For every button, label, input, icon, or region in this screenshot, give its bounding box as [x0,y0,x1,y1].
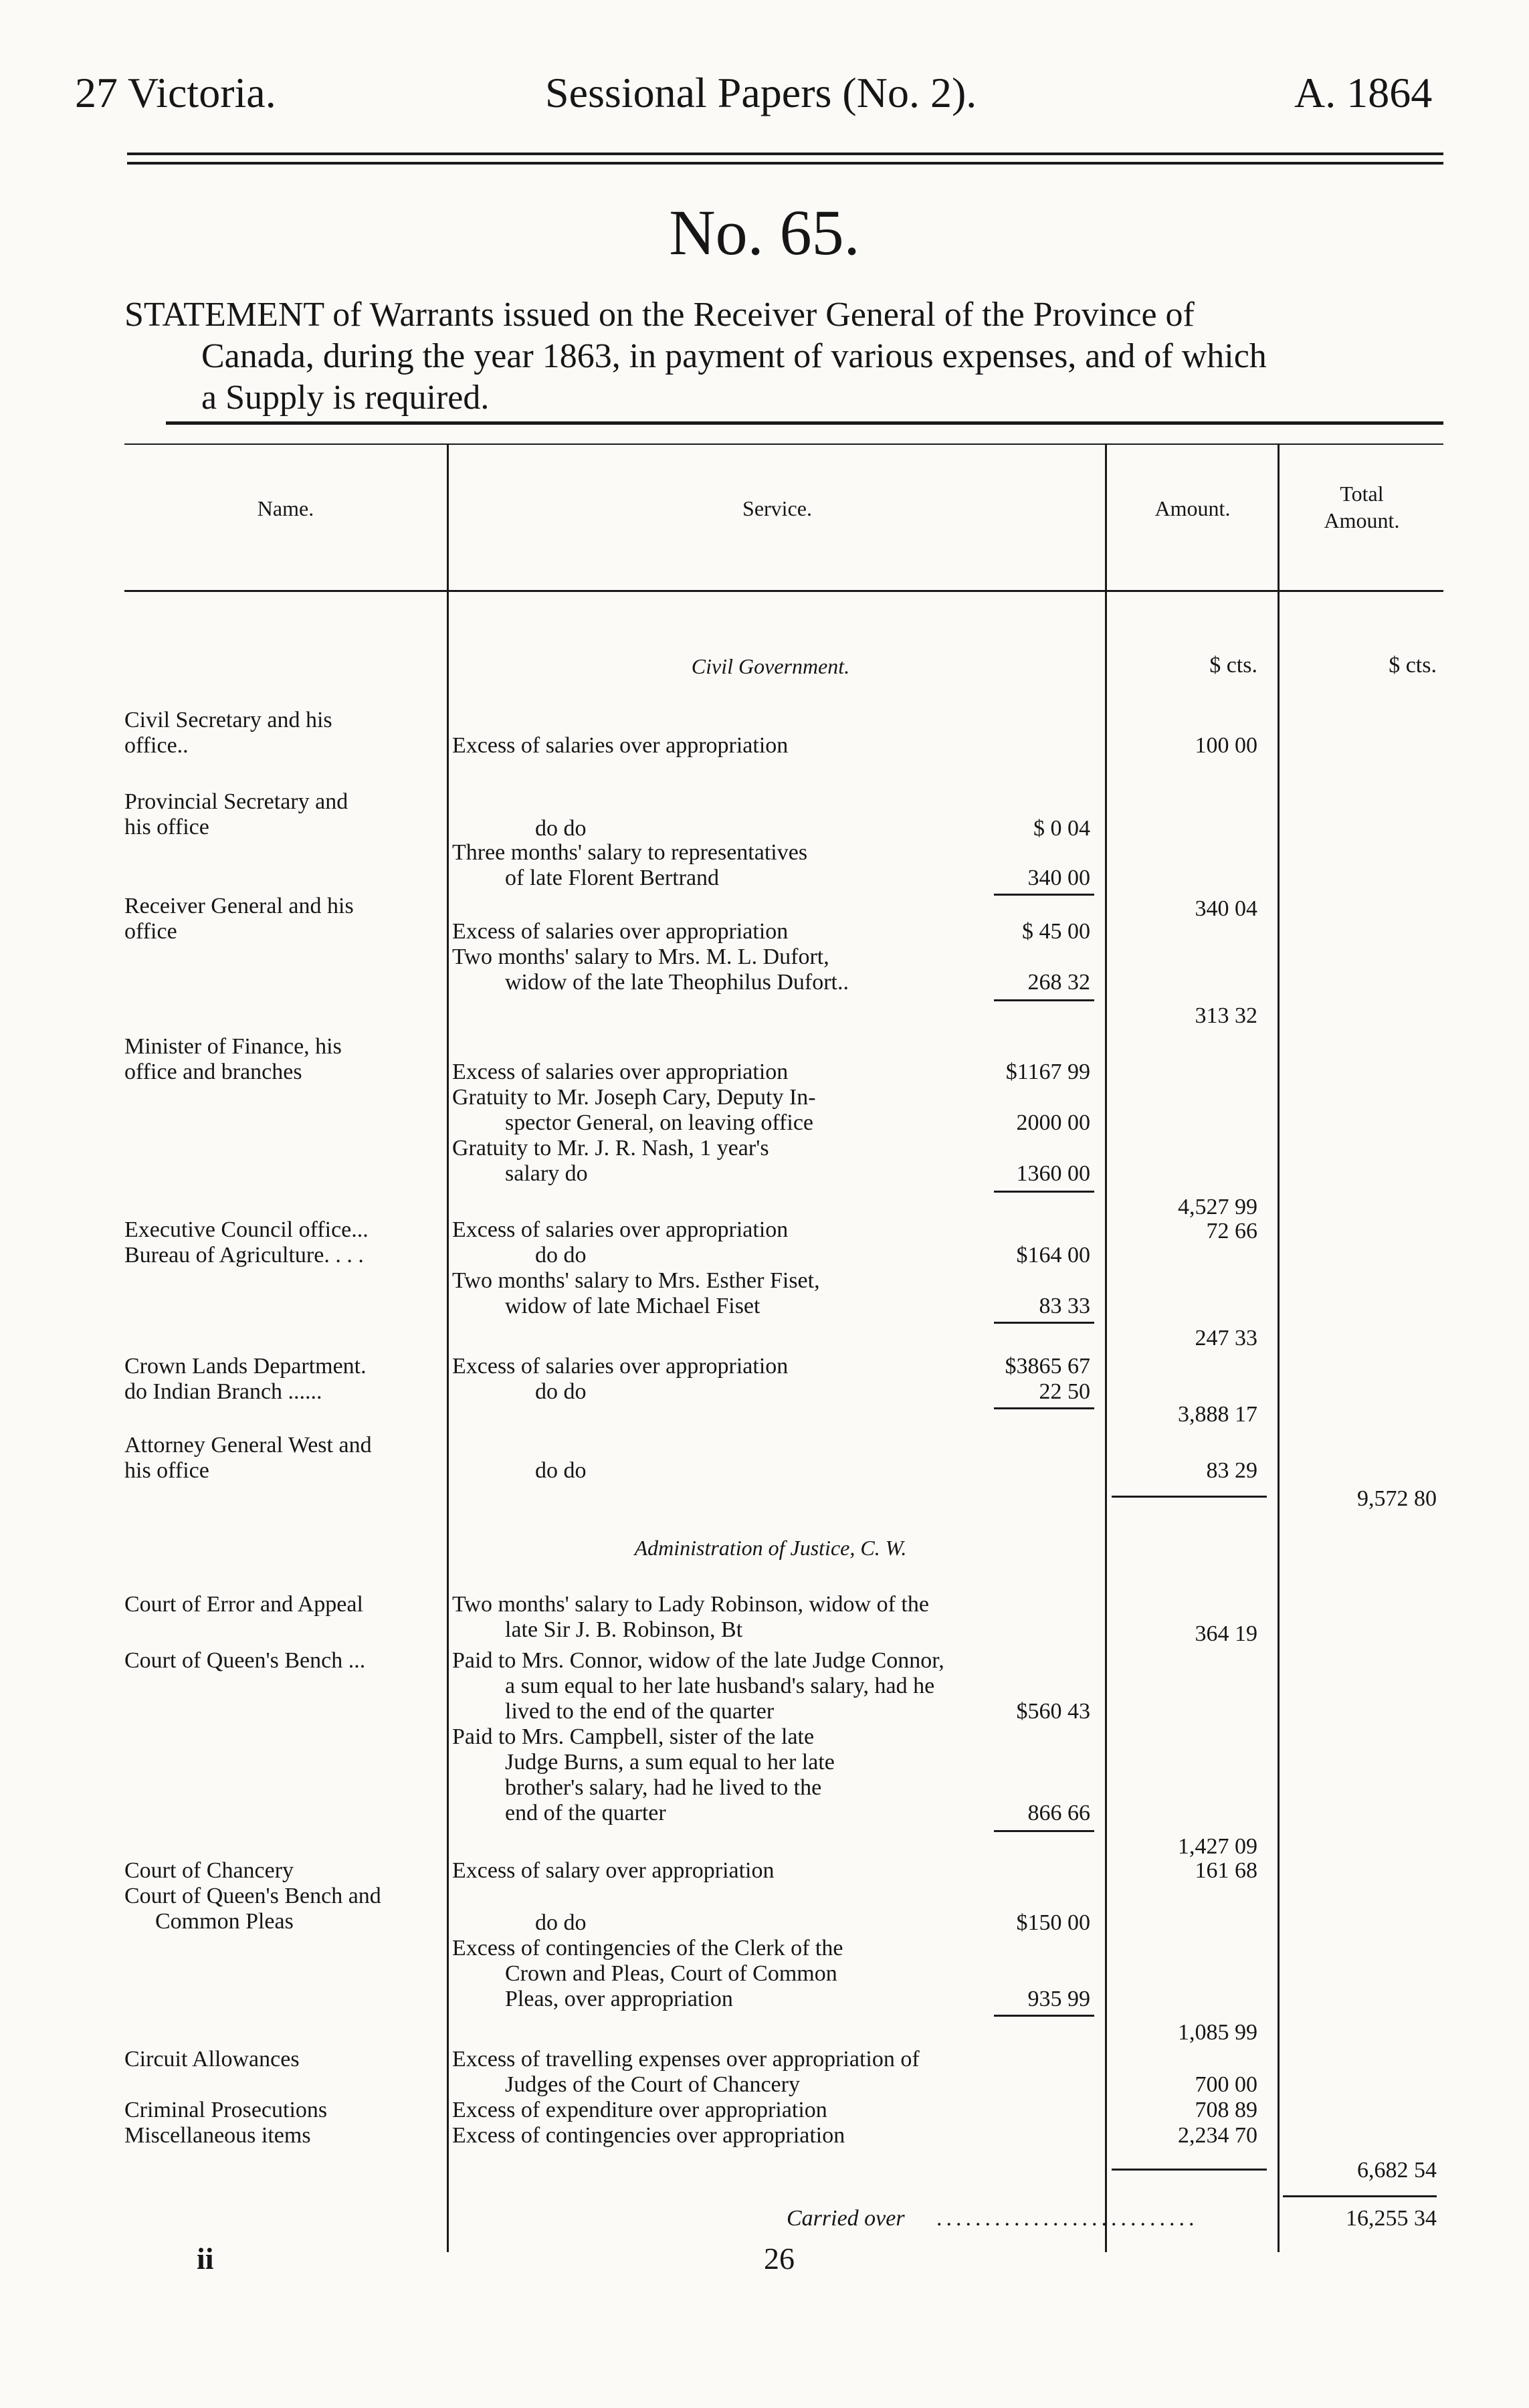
amount-rule-civil [1112,1496,1267,1498]
service-common-pleas-2-cont1: Crown and Pleas, Court of Common [505,1961,837,1986]
header-rule-bottom [127,162,1443,165]
service-receiver-2: Two months' salary to Mrs. M. L. Dufort, [452,944,829,969]
running-header-left: 27 Victoria. [75,69,276,116]
service-queens-bench-1-cont2: lived to the end of the quarter [505,1699,775,1724]
subamount-indian-branch: 22 50 [1039,1379,1090,1404]
page-number: 26 [764,2241,795,2276]
name-minister-finance-cont: office and branches [124,1060,302,1084]
amount-provincial-secretary: 340 04 [1195,896,1257,921]
column-header-total-line1: Total [1340,482,1384,506]
service-queens-bench-1: Paid to Mrs. Connor, widow of the late Judge Connor, [452,1648,944,1673]
name-court-queens-bench: Court of Queen's Bench ... [124,1648,366,1673]
amount-civil-secretary: 100 00 [1195,733,1257,758]
subamount-receiver-1: $ 45 00 [1022,919,1090,944]
subtotal-rule-agriculture [994,1322,1094,1324]
name-court-chancery: Court of Chancery [124,1858,294,1883]
subamount-agriculture-2: 83 33 [1039,1294,1090,1318]
amount-circuit-allowances: 700 00 [1195,2072,1257,2097]
subtotal-rule-provincial [994,894,1094,896]
header-bottom-rule [124,590,1443,592]
service-agriculture-2: Two months' salary to Mrs. Esther Fiset, [452,1268,820,1293]
name-attorney-general: Attorney General West and [124,1433,372,1458]
name-provincial-secretary: Provincial Secretary and [124,789,348,814]
service-executive-council: Excess of salaries over appropriation [452,1217,789,1242]
amount-attorney-general: 83 29 [1206,1458,1257,1483]
subamount-provincial-2: 340 00 [1027,866,1090,890]
name-circuit-allowances: Circuit Allowances [124,2047,300,2072]
name-executive-council: Executive Council office... [124,1217,369,1242]
name-criminal-prosecutions: Criminal Prosecutions [124,2098,328,2122]
service-criminal-prosecutions: Excess of expenditure over appropriation [452,2098,827,2122]
column-header-total-line2: Amount. [1324,508,1400,532]
subtotal-rule-finance [994,1191,1094,1193]
service-provincial-2: Three months' salary to representatives [452,840,808,865]
service-common-pleas-2-cont2: Pleas, over appropriation [505,1987,733,2011]
service-circuit-allowances-cont: Judges of the Court of Chancery [505,2072,800,2097]
total-rule-justice [1283,2195,1437,2197]
intro-rule [166,421,1443,425]
name-attorney-general-cont: his office [124,1458,209,1483]
name-civil-secretary: Civil Secretary and his [124,708,332,732]
service-provincial-2-cont: of late Florent Bertrand [505,866,720,890]
carried-over-total: 16,255 34 [1346,2206,1437,2231]
service-finance-2-cont: spector General, on leaving office [505,1110,814,1135]
service-court-chancery: Excess of salary over appropriation [452,1858,775,1883]
service-common-pleas-2: Excess of contingencies of the Clerk of the [452,1936,843,1961]
column-divider-amount [1278,445,1280,2252]
service-indian-branch: do do [535,1379,587,1404]
subtotal-rule-common-pleas [994,2015,1094,2017]
service-finance-3-cont: salary do [505,1161,588,1186]
name-provincial-secretary-cont: his office [124,815,209,839]
column-header-amount: Amount. [1154,496,1231,520]
intro-line-1: STATEMENT of Warrants issued on the Receiver General of the Province of [124,296,1195,334]
service-error-appeal: Two months' salary to Lady Robinson, widow of the [452,1592,929,1617]
name-bureau-agriculture: Bureau of Agriculture. . . . [124,1243,364,1268]
column-header-total [1280,480,1443,534]
amount-miscellaneous-items: 2,234 70 [1178,2123,1257,2148]
service-finance-2: Gratuity to Mr. Joseph Cary, Deputy In- [452,1085,816,1110]
name-miscellaneous-items: Miscellaneous items [124,2123,311,2148]
service-receiver-2-cont: widow of the late Theophilus Dufort.. [505,970,849,995]
carried-over-label: Carried over [787,2206,905,2231]
intro-line-3: a Supply is required. [201,379,490,417]
running-header-right: A. 1864 [1294,69,1433,116]
subamount-finance-2: 2000 00 [1016,1110,1090,1135]
amount-court-error-appeal: 364 19 [1195,1621,1257,1646]
name-civil-secretary-cont: office.. [124,733,189,758]
section-heading-administration-justice: Administration of Justice, C. W. [634,1536,907,1560]
subamount-queens-bench-2: 866 66 [1027,1801,1090,1825]
service-receiver-1: Excess of salaries over appropriation [452,919,789,944]
amount-court-queens-bench: 1,427 09 [1178,1834,1257,1859]
service-miscellaneous-items: Excess of contingencies over appropriation [452,2123,845,2148]
service-civil-secretary: Excess of salaries over appropriation [452,733,789,758]
subamount-queens-bench-1: $560 43 [1016,1699,1090,1724]
service-queens-bench-2-cont3: end of the quarter [505,1801,666,1825]
service-finance-3: Gratuity to Mr. J. R. Nash, 1 year's [452,1136,769,1161]
footer-signature-mark: ii [197,2241,214,2276]
name-receiver-general: Receiver General and his [124,894,354,918]
column-divider-name [447,445,449,2252]
service-queens-bench-2-cont1: Judge Burns, a sum equal to her late [505,1750,835,1775]
subtotal-rule-receiver [994,999,1094,1001]
name-queens-bench-common-pleas-cont: Common Pleas [155,1909,294,1934]
amount-rule-justice [1112,2169,1267,2171]
subamount-finance-1: $1167 99 [1005,1060,1090,1084]
name-receiver-general-cont: office [124,919,177,944]
header-rule-top [127,153,1443,155]
subamount-common-pleas-2: 935 99 [1027,1987,1090,2011]
service-agriculture-2-cont: widow of late Michael Fiset [505,1294,760,1318]
amount-crown-lands: 3,888 17 [1178,1402,1257,1427]
service-error-appeal-cont: late Sir J. B. Robinson, Bt [505,1617,743,1642]
subamount-receiver-2: 268 32 [1027,970,1090,995]
amount-receiver-general: 313 32 [1195,1003,1257,1028]
document-number: No. 65. [669,197,860,268]
carried-over-leader: ........................... [936,2206,1199,2231]
amount-unit-label: $ cts. [1209,653,1257,678]
subtotal-rule-queens-bench [994,1830,1094,1832]
table-top-rule [124,443,1443,445]
subamount-agriculture-1: $164 00 [1016,1243,1090,1268]
service-common-pleas-1: do do [535,1910,587,1935]
amount-bureau-agriculture: 247 33 [1195,1326,1257,1350]
subamount-common-pleas-1: $150 00 [1016,1910,1090,1935]
name-indian-branch: do Indian Branch ...... [124,1379,322,1404]
statement-intro [124,294,1443,419]
total-administration-justice: 6,682 54 [1357,2158,1437,2183]
service-queens-bench-2: Paid to Mrs. Campbell, sister of the late [452,1724,815,1749]
section-heading-civil-government: Civil Government. [691,654,850,678]
name-minister-finance: Minister of Finance, his [124,1034,342,1059]
name-queens-bench-common-pleas: Court of Queen's Bench and [124,1884,381,1908]
service-agriculture-1: do do [535,1243,587,1268]
subamount-crown-lands: $3865 67 [1005,1354,1090,1379]
intro-line-2: Canada, during the year 1863, in payment of various expenses, and of which [201,337,1267,375]
amount-queens-bench-common-pleas: 1,085 99 [1178,2020,1257,2045]
service-provincial-1: do do [535,816,587,841]
total-civil-government: 9,572 80 [1357,1486,1437,1511]
amount-court-chancery: 161 68 [1195,1858,1257,1883]
name-court-error-appeal: Court of Error and Appeal [124,1592,363,1617]
service-attorney-general: do do [535,1458,587,1483]
amount-executive-council: 72 66 [1206,1219,1257,1243]
subtotal-rule-crown-lands [994,1407,1094,1409]
subamount-provincial-1: $ 0 04 [1033,816,1090,841]
subamount-finance-3: 1360 00 [1016,1161,1090,1186]
running-header-center: Sessional Papers (No. 2). [545,69,977,116]
column-divider-service [1105,445,1107,2252]
service-finance-1: Excess of salaries over appropriation [452,1060,789,1084]
amount-criminal-prosecutions: 708 89 [1195,2098,1257,2122]
service-queens-bench-1-cont1: a sum equal to her late husband's salary, had he [505,1674,935,1698]
service-queens-bench-2-cont2: brother's salary, had he lived to the [505,1775,822,1800]
amount-minister-finance: 4,527 99 [1178,1195,1257,1219]
service-crown-lands: Excess of salaries over appropriation [452,1354,789,1379]
service-circuit-allowances: Excess of travelling expenses over appropriation of [452,2047,920,2072]
column-header-service: Service. [742,496,812,520]
total-unit-label: $ cts. [1389,653,1437,678]
column-header-name: Name. [257,496,314,520]
name-crown-lands: Crown Lands Department. [124,1354,367,1379]
